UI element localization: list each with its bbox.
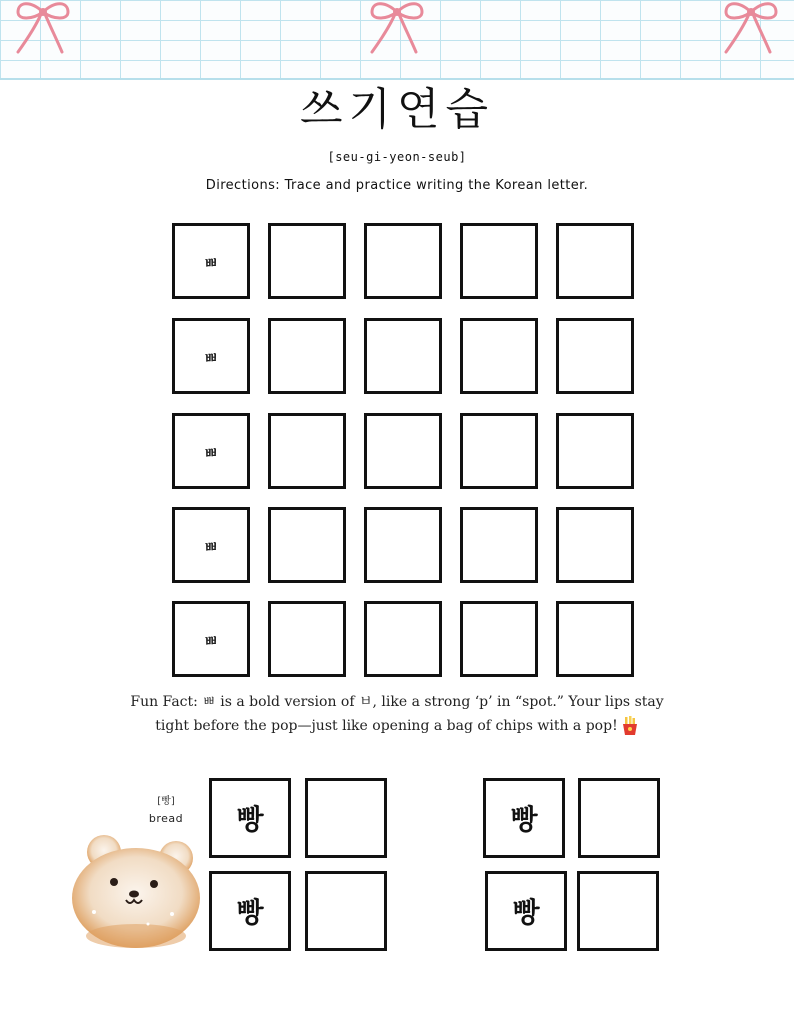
bow-ribbon-icon (10, 0, 76, 56)
trace-box[interactable] (172, 507, 250, 583)
fun-fact-line-1: Fun Fact: ㅃ is a bold version of ㅂ, like a strong ‘p’ in “spot.” Your lips stay (130, 694, 664, 710)
practice-box[interactable] (460, 223, 538, 299)
practice-box[interactable] (364, 223, 442, 299)
bow-ribbon-icon (364, 0, 430, 56)
fun-fact-line-2: tight before the pop—just like opening a bag of chips with a pop! (155, 718, 618, 734)
practice-box[interactable] (556, 413, 634, 489)
practice-box[interactable] (364, 601, 442, 677)
word-trace-box[interactable] (209, 778, 291, 858)
word-trace-text: 빵 (512, 896, 540, 929)
practice-box[interactable] (268, 413, 346, 489)
practice-box[interactable] (460, 601, 538, 677)
fun-fact-line-2-wrap (100, 714, 694, 738)
bear-bread-icon (68, 832, 204, 952)
word-trace-text: 빵 (236, 896, 264, 929)
word-trace-box[interactable] (485, 871, 567, 951)
title-romanization: [seu-gi-yeon-seub] (327, 150, 467, 164)
trace-letter: ㅃ (203, 537, 219, 556)
bow-ribbon-icon (718, 0, 784, 56)
practice-box[interactable] (364, 413, 442, 489)
directions-text: Directions: Trace and practice writing the Korean letter. (205, 178, 589, 193)
vocab-english-label: bread (148, 812, 184, 825)
trace-letter: ㅃ (203, 348, 219, 367)
practice-box[interactable] (268, 223, 346, 299)
page-title: 쓰기연습 (299, 84, 494, 135)
trace-box[interactable] (172, 413, 250, 489)
fun-fact (100, 690, 694, 738)
trace-letter: ㅃ (203, 253, 219, 272)
word-practice-box[interactable] (305, 871, 387, 951)
vocab-korean-label: [빵] (157, 796, 175, 807)
trace-letter: ㅃ (203, 443, 219, 462)
trace-letter: ㅃ (203, 631, 219, 650)
practice-box[interactable] (460, 507, 538, 583)
trace-box[interactable] (172, 318, 250, 394)
word-trace-box[interactable] (483, 778, 565, 858)
practice-box[interactable] (364, 318, 442, 394)
practice-box[interactable] (268, 318, 346, 394)
word-practice-box[interactable] (578, 778, 660, 858)
word-trace-text: 빵 (236, 803, 264, 836)
practice-box[interactable] (556, 318, 634, 394)
word-practice-box[interactable] (305, 778, 387, 858)
trace-box[interactable] (172, 223, 250, 299)
trace-box[interactable] (172, 601, 250, 677)
practice-box[interactable] (556, 223, 634, 299)
practice-box[interactable] (556, 507, 634, 583)
practice-box[interactable] (460, 318, 538, 394)
practice-box[interactable] (556, 601, 634, 677)
word-trace-text: 빵 (510, 803, 538, 836)
word-practice-box[interactable] (577, 871, 659, 951)
word-trace-box[interactable] (209, 871, 291, 951)
practice-box[interactable] (364, 507, 442, 583)
header-grid-band (0, 0, 794, 80)
practice-box[interactable] (268, 507, 346, 583)
practice-box[interactable] (460, 413, 538, 489)
fries-icon (621, 716, 639, 736)
practice-box[interactable] (268, 601, 346, 677)
